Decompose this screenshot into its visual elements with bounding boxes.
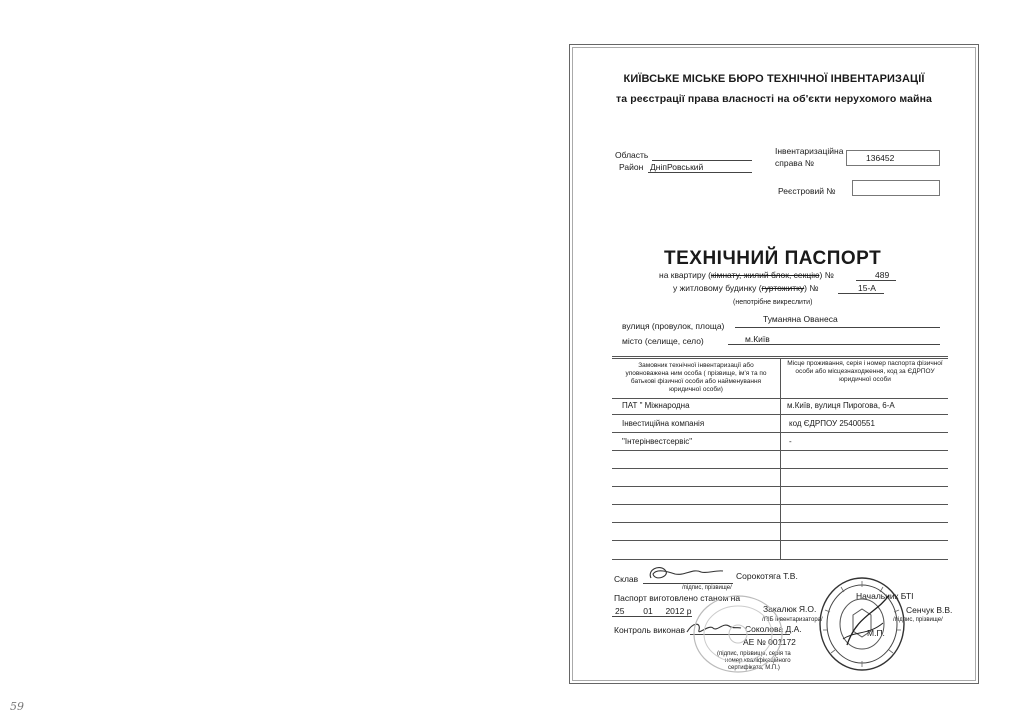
street-line	[735, 327, 940, 328]
table-row-2-left: Інвестиційна компанія	[622, 419, 705, 428]
control-name: Соколова Д.А.	[745, 624, 802, 634]
city-line	[728, 344, 940, 345]
table-row-1-left: ПАТ " Міжнародна	[622, 401, 690, 410]
building-number-line	[838, 293, 884, 294]
flat-line	[659, 270, 834, 280]
inventory-label-1: Інвентаризаційна	[775, 146, 844, 156]
bureau-title-line1: КИЇВСЬКЕ МІСЬКЕ БЮРО ТЕХНІЧНОЇ ІНВЕНТАРИЗАЦІЇ	[623, 73, 925, 85]
inventorizer-stamp	[690, 592, 786, 676]
made-by-label: Склав	[614, 574, 639, 584]
table-row-3-right: -	[789, 437, 792, 446]
page-number-mark	[10, 700, 24, 713]
table-top-border	[612, 356, 948, 357]
flat-number-line	[856, 280, 896, 281]
table-row-line-7	[612, 522, 948, 523]
flat-struck-text: кімнату, жилий блок, секцію	[710, 270, 820, 280]
prepared-label: Паспорт виготовлено станом на	[614, 593, 741, 603]
registry-number-box	[852, 180, 940, 196]
made-by-name: Сорокотяга Т.В.	[736, 571, 798, 581]
senchuk-hint: /підпис, прізвище/	[893, 617, 943, 623]
control-hint-1: (підпис, прізвище, серія та	[717, 651, 791, 657]
table-column-divider	[780, 358, 781, 560]
prepared-date	[615, 606, 691, 616]
rayon-label: Район	[619, 162, 644, 172]
registry-label: Реєстровий №	[778, 186, 836, 196]
table-row-2-right: код ЄДРПОУ 25400551	[789, 419, 875, 428]
bureau-title-line2: та реєстрації права власності на об'єкти нерухомого майна	[616, 93, 932, 105]
rayon-value: ДніпРовський	[650, 162, 704, 172]
city-label: місто (селище, село)	[622, 336, 704, 346]
table-bottom-border	[612, 559, 948, 560]
street-value: Туманяна Ованеса	[763, 314, 838, 324]
oblast-line	[652, 160, 752, 161]
table-row-line-1	[612, 414, 948, 415]
control-label: Контроль виконав	[614, 625, 686, 635]
page-number-text: 59	[10, 700, 24, 713]
building-prefix: у житловому будинку (	[673, 283, 762, 293]
control-hint-3: сертифіката, М.П.)	[728, 665, 780, 671]
made-by-hint: /підпис, прізвище/	[682, 585, 732, 591]
flat-prefix: на квартиру (	[659, 270, 711, 280]
inventory-label-2: справа №	[775, 158, 814, 168]
strike-note: (непотрібне викреслити)	[733, 299, 813, 306]
date-month: 01	[643, 606, 653, 616]
prepared-date-line	[612, 616, 692, 617]
table-row-line-5	[612, 486, 948, 487]
table-row-line-4	[612, 468, 948, 469]
city-value: м.Київ	[745, 334, 770, 344]
table-header-address: Місце проживання, серія і номер паспорта фізичної особи або місцезнаходження, код за ЄДРПОУ юридичної особи	[787, 360, 943, 383]
control-cert: АЕ № 001172	[743, 637, 796, 647]
document-title: ТЕХНІЧНИЙ ПАСПОРТ	[664, 248, 882, 269]
head-bti-label: Начальник БТІ	[856, 591, 914, 601]
mp-label: М.П.	[867, 628, 885, 638]
table-row-line-2	[612, 432, 948, 433]
made-by-line	[643, 583, 733, 584]
table-row-1-right: м.Київ, вулиця Пирогова, 6-А	[787, 401, 895, 410]
zakaluk-name: Закалюк Я.О.	[763, 604, 817, 614]
date-day: 25	[615, 606, 625, 616]
signature-sorokotyaga	[645, 562, 725, 584]
bti-round-seal	[817, 575, 907, 673]
flat-suffix: ) №	[819, 270, 834, 280]
rayon-line	[648, 172, 752, 173]
building-number: 15-А	[858, 283, 876, 293]
building-suffix: ) №	[804, 283, 819, 293]
zakaluk-hint: /ПІБ інвентаризатора/	[762, 617, 823, 623]
table-header-customer: Замовник технічної інвентаризації або уповноважена ним особа ( прізвище, ім'я та по батькові фізичної особи або найменування юридичної особи)	[625, 362, 767, 393]
flat-number: 489	[875, 270, 890, 280]
table-row-3-left: "Інтерінвестсервіс"	[622, 437, 693, 446]
table-row-line-6	[612, 504, 948, 505]
oblast-label: Область	[615, 150, 649, 160]
inventory-number-value: 136452	[866, 153, 895, 163]
date-year: 2012 р	[665, 606, 692, 616]
street-label: вулиця (провулок, площа)	[622, 321, 725, 331]
table-row-line-8	[612, 540, 948, 541]
senchuk-name: Сенчук В.В.	[906, 605, 953, 615]
building-line	[673, 283, 818, 293]
table-row-line-3	[612, 450, 948, 451]
control-hint-2: номер кваліфікаційного	[725, 658, 791, 664]
table-header-bottom	[612, 398, 948, 399]
building-struck-text: гуртожитку	[761, 283, 805, 293]
